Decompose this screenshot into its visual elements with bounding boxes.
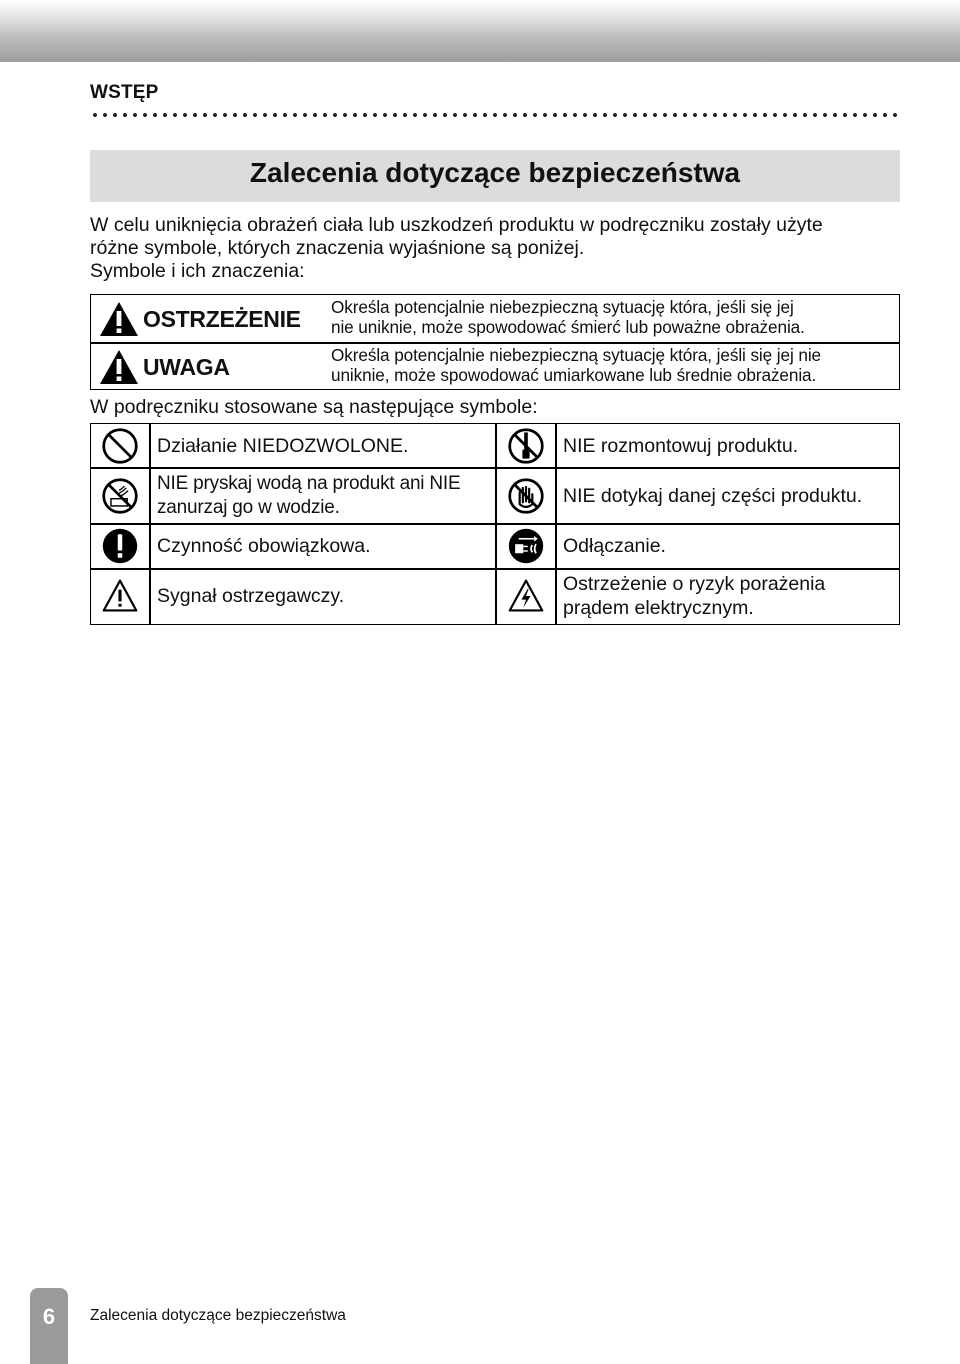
symbol-cell (91, 524, 149, 568)
symbol-meaning: Działanie NIEDOZWOLONE. (157, 434, 409, 457)
unplug-icon (507, 527, 545, 565)
no-water-icon (101, 477, 139, 515)
symbol-cell (91, 424, 149, 467)
no-disassembly-icon (507, 427, 545, 465)
intro-line-3: Symbole i ich znaczenia: (90, 260, 305, 282)
warning-row-ostrzezenie (91, 295, 899, 342)
mandatory-action-icon (101, 527, 139, 565)
caution-label-box (99, 347, 230, 387)
symbol-meaning: NIE rozmontowuj produktu. (563, 434, 799, 457)
warning-label: OSTRZEŻENIE (143, 305, 301, 332)
dotted-divider (90, 112, 900, 118)
symbol-cell (496, 569, 555, 623)
warning-triangle-icon (99, 301, 139, 337)
electric-shock-icon (507, 577, 545, 615)
no-touch-icon (507, 477, 545, 515)
section-label: WSTĘP (90, 82, 159, 103)
caution-triangle-icon (101, 577, 139, 615)
caution-description (331, 345, 901, 385)
symbol-meaning-line-2: zanurzaj go w wodzie. (157, 496, 340, 518)
top-gradient-bar (0, 0, 960, 62)
intro-line-2: różne symbole, których znaczenia wyjaśnione są poniżej. (90, 237, 585, 259)
symbol-cell (496, 468, 555, 523)
caution-label: UWAGA (143, 353, 230, 380)
column-divider (555, 424, 557, 624)
caution-description-line-2: uniknie, może spowodować umiarkowane lub średnie obrażenia. (331, 365, 817, 385)
symbol-meaning: Czynność obowiązkowa. (157, 535, 371, 557)
symbol-cell (91, 569, 149, 623)
symbol-meaning-line-1: NIE pryskaj wodą na produkt ani NIE (157, 472, 461, 494)
page-title: Zalecenia dotyczące bezpieczeństwa (249, 157, 741, 188)
warning-levels-table (90, 294, 900, 390)
symbol-cell (91, 468, 149, 523)
warning-description-line-1: Określa potencjalnie niebezpieczną sytuację która, jeśli się jej (331, 297, 794, 317)
caution-description-line-1: Określa potencjalnie niebezpieczną sytuację która, jeśli się jej nie (331, 345, 821, 365)
symbol-meaning (157, 468, 495, 523)
warning-description (331, 297, 901, 337)
warning-row-uwaga (91, 343, 899, 390)
page-number-tab (30, 1288, 68, 1364)
warning-label-box (99, 299, 301, 339)
column-divider (149, 424, 151, 624)
warning-description-line-2: nie uniknie, może spowodować śmierć lub poważne obrażenia. (331, 317, 805, 337)
intro-line-1: W celu uniknięcia obrażeń ciała lub uszkodzeń produktu w podręczniku zostały użyte (90, 214, 823, 236)
symbols-heading: W podręczniku stosowane są następujące symbole: (90, 396, 538, 418)
symbol-meaning-line-2: prądem elektrycznym. (563, 597, 754, 619)
symbol-meaning: Odłączanie. (563, 535, 666, 557)
symbol-meaning-line-1: Ostrzeżenie o ryzyk porażenia (563, 573, 826, 595)
symbol-meaning: NIE dotykaj danej części produktu. (563, 484, 863, 507)
symbol-meaning: Sygnał ostrzegawczy. (157, 585, 345, 607)
symbols-table (90, 423, 900, 625)
symbol-cell (496, 524, 555, 568)
symbol-meaning (563, 569, 899, 623)
title-band (90, 150, 900, 202)
footer-title: Zalecenia dotyczące bezpieczeństwa (90, 1307, 346, 1324)
symbol-cell (496, 424, 555, 467)
prohibited-icon (101, 427, 139, 465)
intro-paragraph (90, 214, 905, 283)
page-number: 6 (42, 1304, 56, 1329)
warning-triangle-icon (99, 349, 139, 385)
